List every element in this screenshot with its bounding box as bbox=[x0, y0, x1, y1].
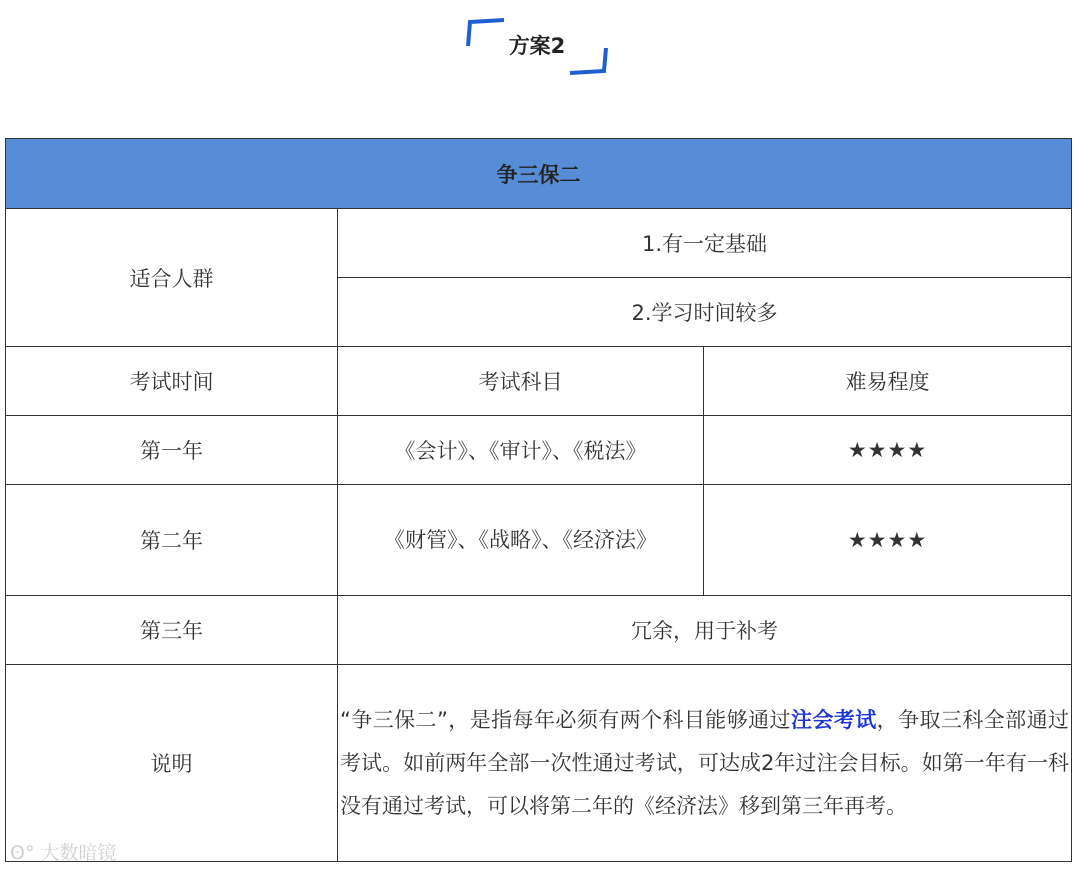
plan-table bbox=[5, 138, 1072, 862]
note-label: 说明 bbox=[6, 665, 338, 862]
audience-item-1: 1.有一定基础 bbox=[338, 209, 1072, 278]
table-row bbox=[6, 596, 1072, 665]
audience-label: 适合人群 bbox=[6, 209, 338, 347]
section-title: 方案2 bbox=[508, 34, 566, 58]
watermark-logo-icon: ʘ° bbox=[10, 842, 35, 864]
year-cell: 第三年 bbox=[6, 596, 338, 665]
column-header-time: 考试时间 bbox=[6, 347, 338, 416]
note-row bbox=[6, 665, 1072, 862]
difficulty-stars: ★★★★ bbox=[704, 485, 1072, 596]
year-cell: 第一年 bbox=[6, 416, 338, 485]
year3-text: 冗余，用于补考 bbox=[338, 596, 1072, 665]
column-header-difficulty: 难易程度 bbox=[704, 347, 1072, 416]
table-row bbox=[6, 416, 1072, 485]
note-text-end: ，争取三科全部通过考试。如前两年全部一次性通过考试，可达成2年过注会目标。如第一年有一科没有通过考试，可以将第二年的《经济法》移到第三年再考。 bbox=[340, 707, 1070, 818]
subjects-cell: 《会计》、《审计》、《税法》 bbox=[338, 416, 704, 485]
audience-row-1 bbox=[6, 209, 1072, 278]
watermark-text: 大数暗镜 bbox=[40, 842, 117, 864]
column-header-subjects: 考试科目 bbox=[338, 347, 704, 416]
note-text-start: “争三保二”，是指每年必须有两个科目能够通过 bbox=[340, 707, 791, 732]
table-row bbox=[6, 485, 1072, 596]
subjects-cell: 《财管》、《战略》、《经济法》 bbox=[338, 485, 704, 596]
watermark bbox=[10, 838, 117, 865]
audience-item-2: 2.学习时间较多 bbox=[338, 278, 1072, 347]
difficulty-stars: ★★★★ bbox=[704, 416, 1072, 485]
year-cell: 第二年 bbox=[6, 485, 338, 596]
column-header-row bbox=[6, 347, 1072, 416]
section-heading bbox=[466, 18, 608, 76]
table-header-row bbox=[6, 139, 1072, 209]
table-header: 争三保二 bbox=[6, 139, 1072, 209]
note-text bbox=[338, 665, 1072, 862]
note-highlight: 注会考试 bbox=[790, 707, 877, 732]
